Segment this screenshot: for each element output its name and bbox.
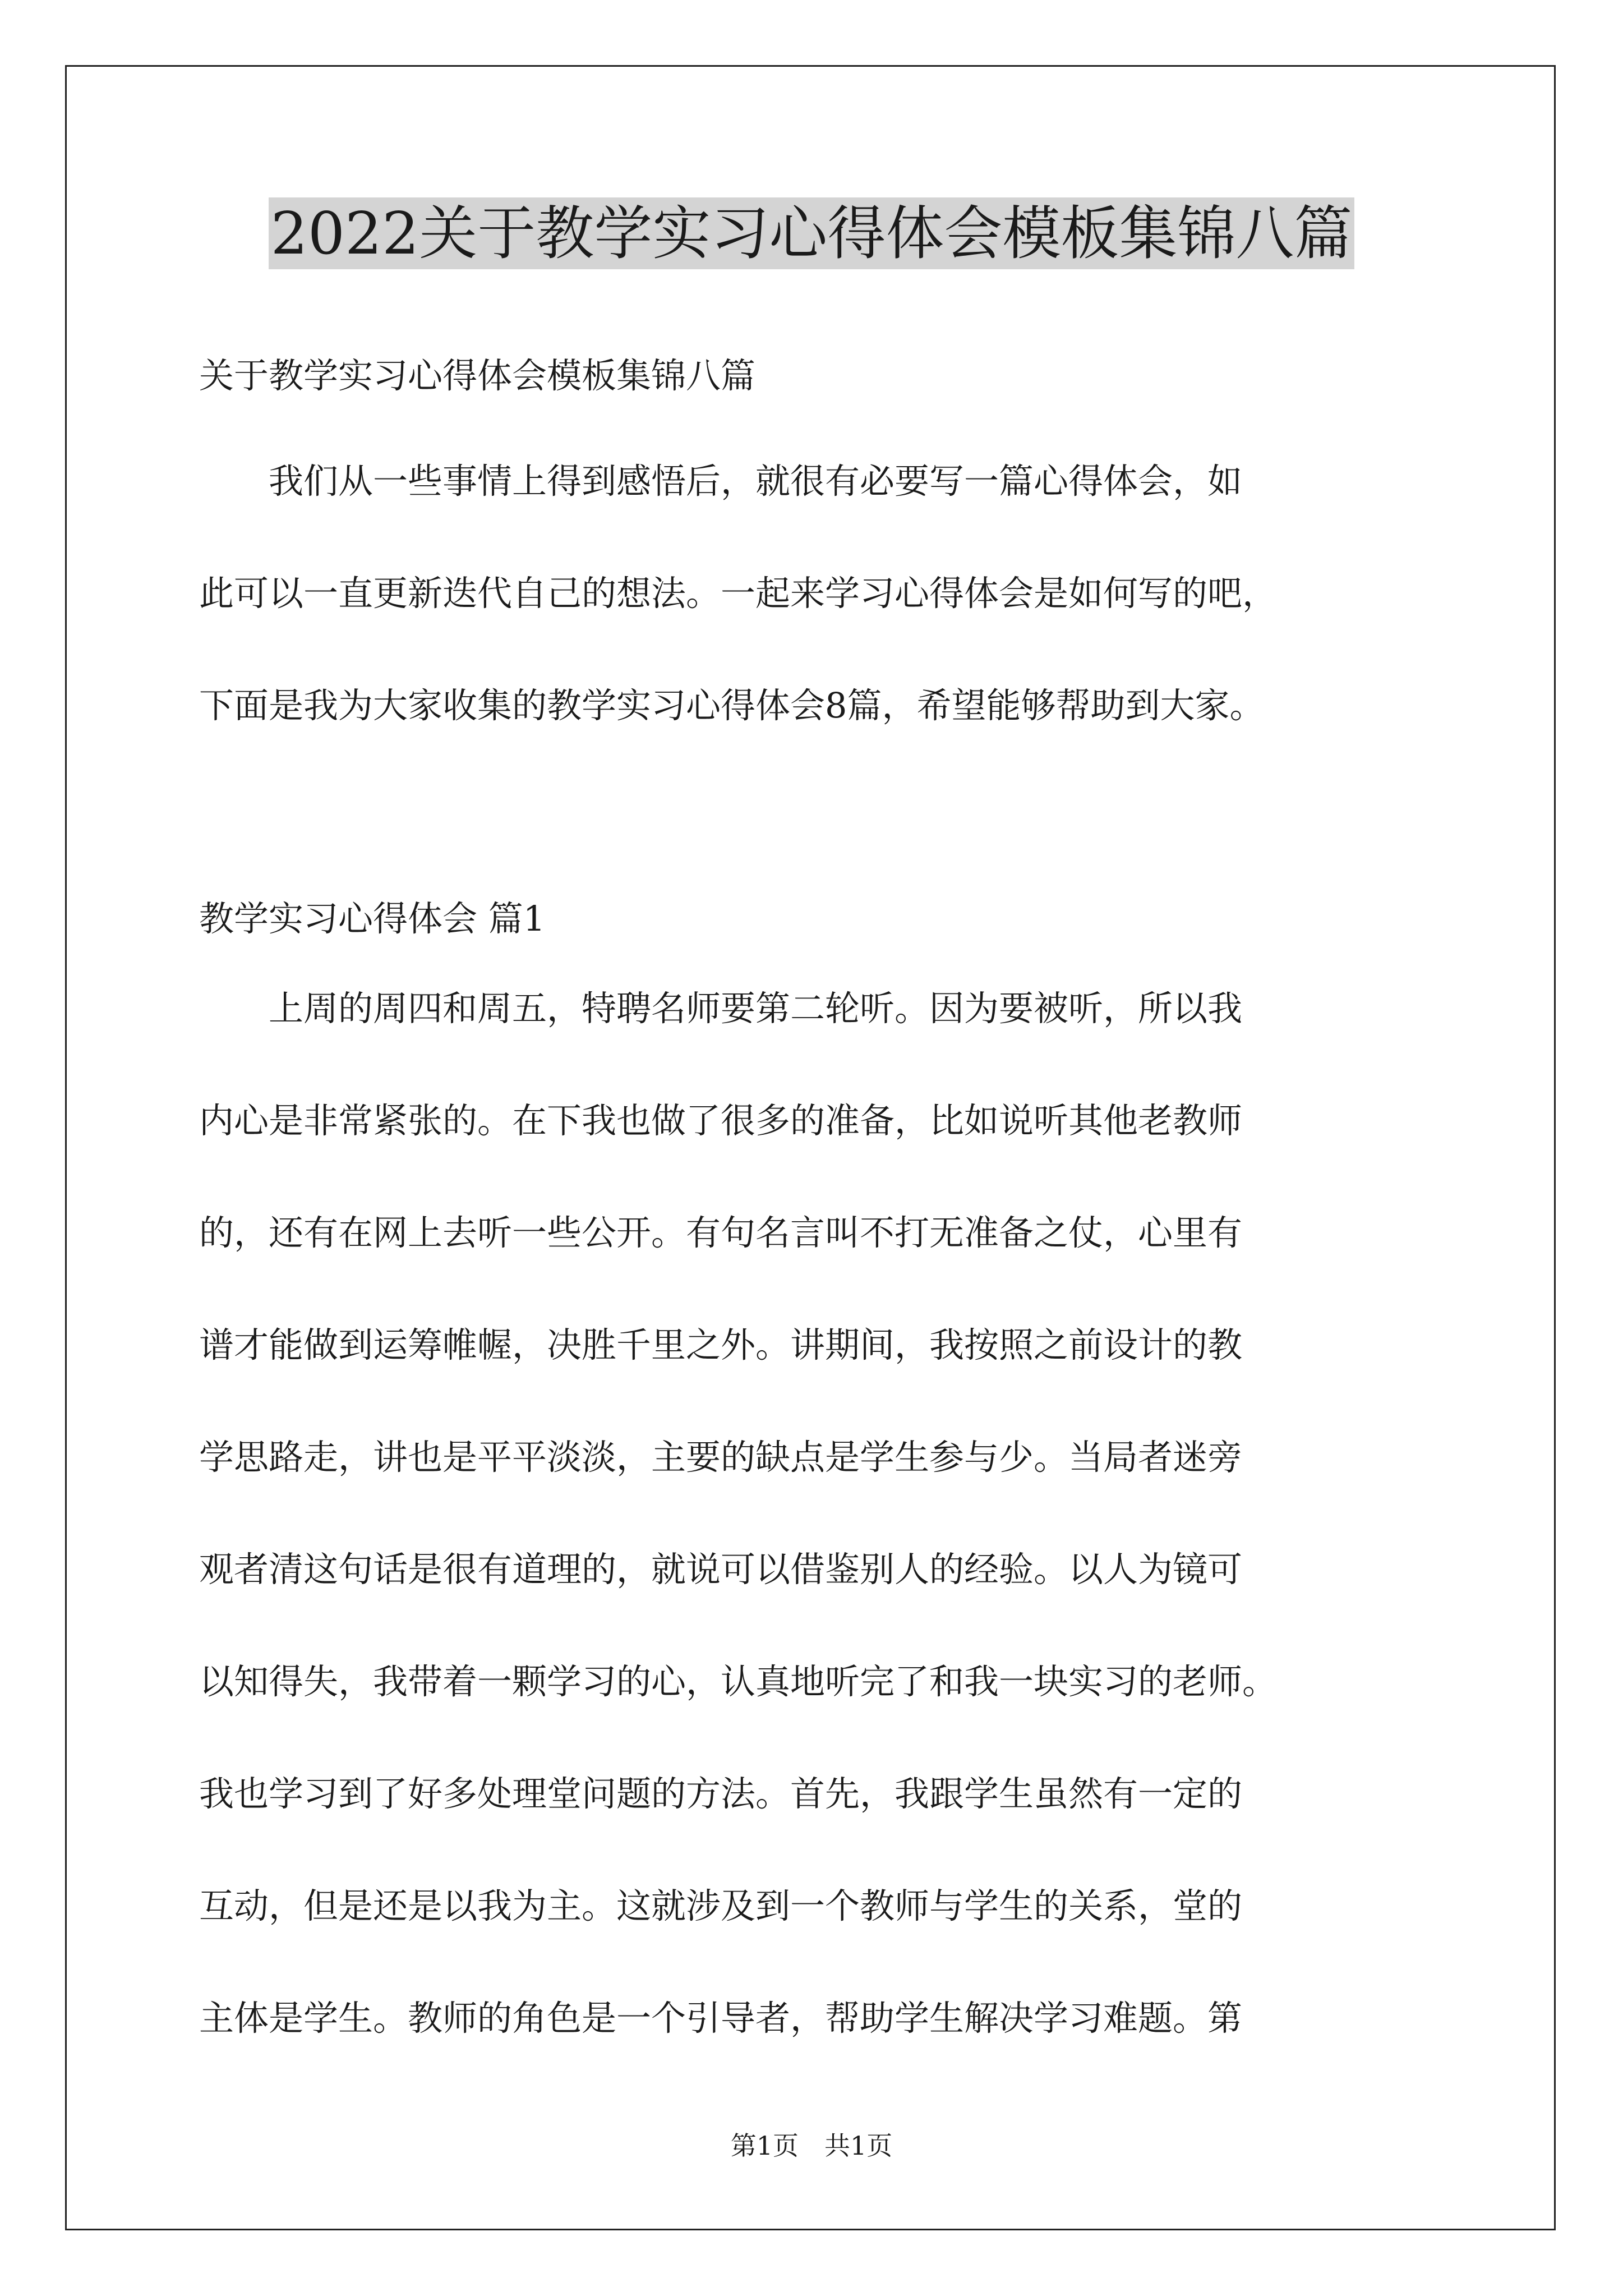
document-title: 2022关于教学实习心得体会模板集锦八篇 — [269, 197, 1355, 269]
document-body — [199, 348, 1433, 2074]
paragraph-line: 观者清这句话是很有道理的，就说可以借鉴别人的经验。以人为镜可 — [199, 1549, 1243, 1590]
paragraph-line: 我们从一些事情上得到感悟后，就很有必要写一篇心得体会，如 — [199, 461, 1243, 501]
paragraph-line: 主体是学生。教师的角色是一个引导者，帮助学生解决学习难题。第 — [199, 1998, 1243, 2039]
paragraph-line: 下面是我为大家收集的教学实习心得体会8篇，希望能够帮助到大家。 — [199, 685, 1265, 726]
section-paragraph — [199, 953, 1433, 2074]
paragraph-line: 以知得失，我带着一颗学习的心，认真地听完了和我一块实习的老师。 — [199, 1661, 1278, 1702]
page-footer: 第1页 共1页 — [730, 2131, 893, 2161]
document-subtitle: 关于教学实习心得体会模板集锦八篇 — [199, 355, 756, 396]
paragraph-line: 内心是非常紧张的。在下我也做了很多的准备，比如说听其他老教师 — [199, 1100, 1243, 1141]
paragraph-line: 的，还有在网上去听一些公开。有句名言叫不打无准备之仗，心里有 — [199, 1212, 1243, 1253]
section-heading: 教学实习心得体会 篇1 — [199, 898, 546, 939]
paragraph-line: 我也学习到了好多处理堂问题的方法。首先，我跟学生虽然有一定的 — [199, 1773, 1243, 1814]
paragraph-line: 此可以一直更新迭代自己的想法。一起来学习心得体会是如何写的吧， — [199, 573, 1278, 614]
paragraph-line: 谱才能做到运筹帷幄，决胜千里之外。讲期间，我按照之前设计的教 — [199, 1324, 1243, 1365]
paragraph-line: 上周的周四和周五，特聘名师要第二轮听。因为要被听，所以我 — [199, 988, 1243, 1029]
paragraph-line: 学思路走，讲也是平平淡淡，主要的缺点是学生参与少。当局者迷旁 — [199, 1437, 1243, 1478]
intro-paragraph — [199, 425, 1433, 762]
title-area — [0, 197, 1623, 269]
paragraph-line: 互动，但是还是以我为主。这就涉及到一个教师与学生的关系，堂的 — [199, 1885, 1243, 1926]
